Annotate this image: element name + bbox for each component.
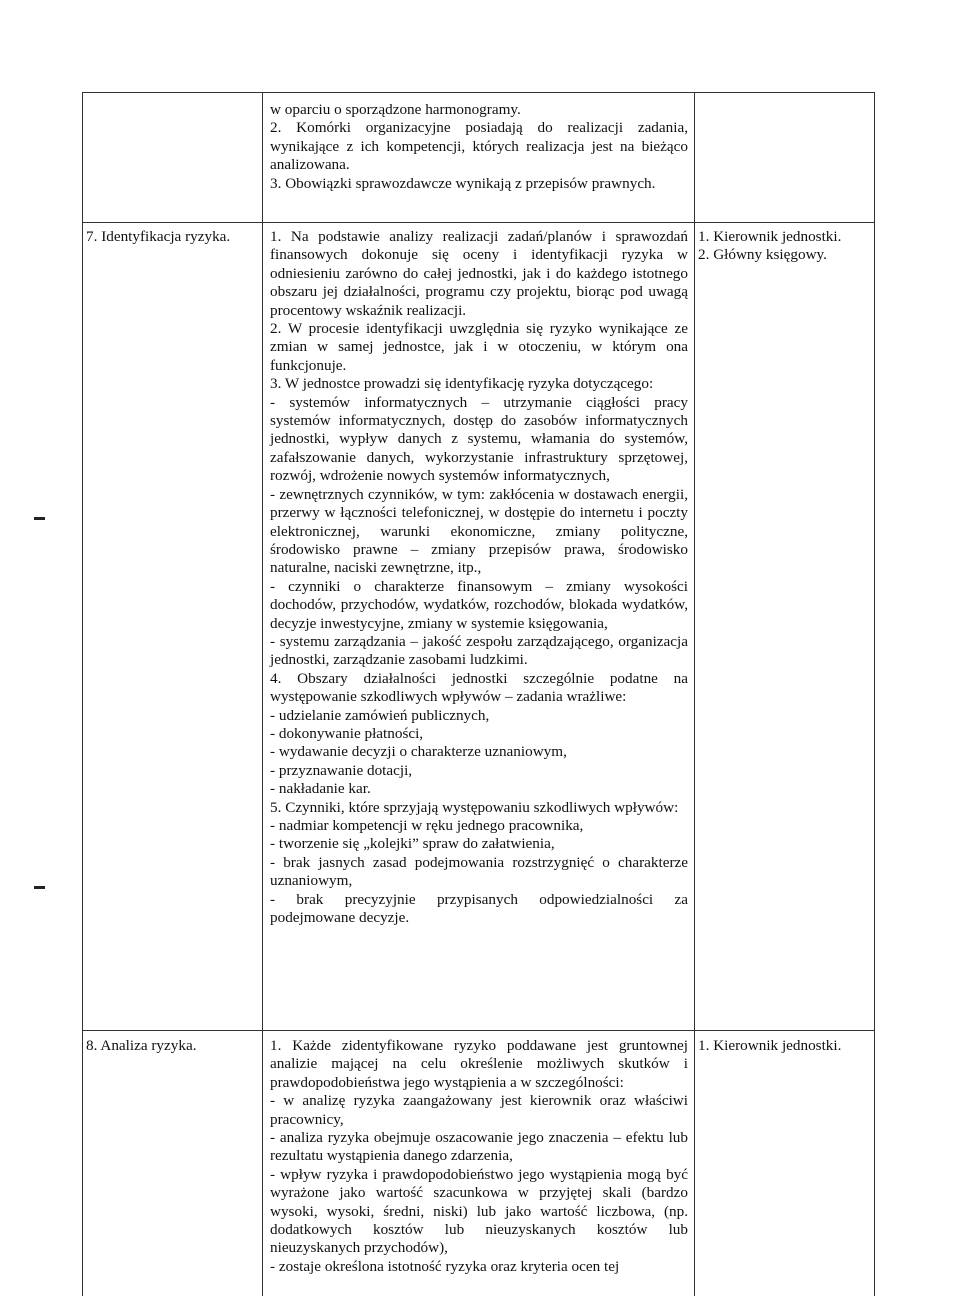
- paragraph: - tworzenie się „kolejki” spraw do załatwienia,: [270, 835, 555, 853]
- scan-mark-lower: [34, 886, 45, 889]
- table-left-border: [82, 92, 83, 1296]
- paragraph: - przyznawanie dotacji,: [270, 761, 413, 779]
- identyfikacja-content-cell: [270, 228, 688, 927]
- paragraph: - zostaje określona istotność ryzyka oraz kryteria ocen tej: [270, 1257, 620, 1275]
- identyfikacja-responsible-cell: [698, 228, 953, 265]
- paragraph: - udzielanie zamówień publicznych,: [270, 706, 490, 724]
- table-top-border: [82, 92, 874, 93]
- table-right-border: [874, 92, 875, 1296]
- paragraph: - systemu zarządzania – jakość zespołu zarządzającego, organizacja jednostki, zarządzanie zasobami ludzkimi.: [270, 632, 688, 669]
- analiza-responsible-cell: [698, 1037, 953, 1055]
- column-divider-1: [262, 92, 263, 1296]
- paragraph: - wpływ ryzyka i prawdopodobieństwo jego wystąpienia mogą być wyrażone jako wartość szacunkowa w przyjętej skali (bardzo wysoki, wysoki, średni, niski) lub jako wartość liczbowa, (np. dodatkowych kosztów lub nieuzyskanych kosztów lub nieuzyskanych przychodów),: [270, 1165, 688, 1257]
- paragraph: 5. Czynniki, które sprzyjają występowaniu szkodliwych wpływów:: [270, 798, 679, 816]
- paragraph: 2. W procesie identyfikacji uwzględnia się ryzyko wynikające ze zmian w samej jednostce, jak i w otoczeniu, w którym ona funkcjonuje.: [270, 320, 688, 374]
- paragraph: - nakładanie kar.: [270, 780, 371, 798]
- paragraph: - systemów informatycznych – utrzymanie ciągłości pracy systemów informatycznych, dostęp do zasobów informatycznych jednostki, wypływ danych z systemu, włamania do systemów, zafałszowanie danych, wykorzystanie infrastruktury sprzętowej, rozwój, wdrożenie nowych systemów informatycznych,: [270, 393, 688, 485]
- paragraph: 3. W jednostce prowadzi się identyfikację ryzyka dotyczącego:: [270, 375, 654, 393]
- paragraph: - dokonywanie płatności,: [270, 724, 424, 742]
- responsible-entry: 1. Kierownik jednostki.: [698, 228, 842, 245]
- paragraph: - nadmiar kompetencji w ręku jednego pracownika,: [270, 817, 584, 834]
- row-divider-7: [82, 222, 874, 223]
- paragraph: w oparciu o sporządzone harmonogramy.: [270, 101, 521, 118]
- paragraph: - wydawanie decyzji o charakterze uznaniowym,: [270, 743, 567, 761]
- paragraph: - analiza ryzyka obejmuje oszacowanie jego znaczenia – efektu lub rezultatu wystąpienia danego zdarzenia,: [270, 1129, 688, 1165]
- row-label-analiza: 8. Analiza ryzyka.: [86, 1037, 197, 1054]
- paragraph: - brak jasnych zasad podejmowania rozstrzygnięć o charakterze uznaniowym,: [270, 853, 688, 890]
- paragraph: 4. Obszary działalności jednostki szczególnie podatne na występowanie szkodliwych wpływów – zadania wrażliwe:: [270, 669, 688, 706]
- paragraph: 3. Obowiązki sprawozdawcze wynikają z przepisów prawnych.: [270, 174, 656, 192]
- analiza-content-cell: [270, 1037, 688, 1276]
- paragraph: - w analizę ryzyka zaangażowany jest kierownik oraz właściwi pracownicy,: [270, 1092, 688, 1128]
- paragraph: 2. Komórki organizacyjne posiadają do realizacji zadania, wynikające z ich kompetencji, których realizacja jest na bieżąco analizowana.: [270, 119, 688, 174]
- paragraph: - czynniki o charakterze finansowym – zmiany wysokości dochodów, przychodów, wydatków, rozchodów, blokada wydatków, decyzje inwestycyjne, zmiany w systemie księgowania,: [270, 577, 688, 632]
- row-divider-8: [82, 1030, 874, 1031]
- paragraph: - brak precyzyjnie przypisanych odpowiedzialności za podejmowane decyzje.: [270, 890, 688, 927]
- responsible-entry: 1. Kierownik jednostki.: [698, 1037, 842, 1054]
- row-label-identyfikacja: 7. Identyfikacja ryzyka.: [86, 228, 231, 245]
- continuation-cell: [270, 101, 688, 193]
- column-divider-2: [694, 92, 695, 1296]
- paragraph: 1. Na podstawie analizy realizacji zadań/planów i sprawozdań finansowych dokonuje się oceny i identyfikacji ryzyka w odniesieniu zarówno do całej jednostki, jak i do każdego istotnego obszaru jej działalności, programu czy projektu, biorąc pod uwagą procentowy wskaźnik realizacji.: [270, 228, 688, 319]
- responsible-entry: 2. Główny księgowy.: [698, 246, 827, 264]
- scan-mark-upper: [34, 517, 45, 520]
- paragraph: 1. Każde zidentyfikowane ryzyko poddawane jest gruntownej analizie mającej na celu określenie możliwych skutków i prawdopodobieństwa jego wystąpienia a w szczególności:: [270, 1037, 688, 1091]
- paragraph: - zewnętrznych czynników, w tym: zakłócenia w dostawach energii, przerwy w łączności telefonicznej, w dostępie do internetu i poczty elektronicznej, warunki ekonomiczne, zmiany polityczne, środowisko prawne – zmiany przepisów prawa, środowisko naturalne, naciski zewnętrzne, itp.,: [270, 485, 688, 577]
